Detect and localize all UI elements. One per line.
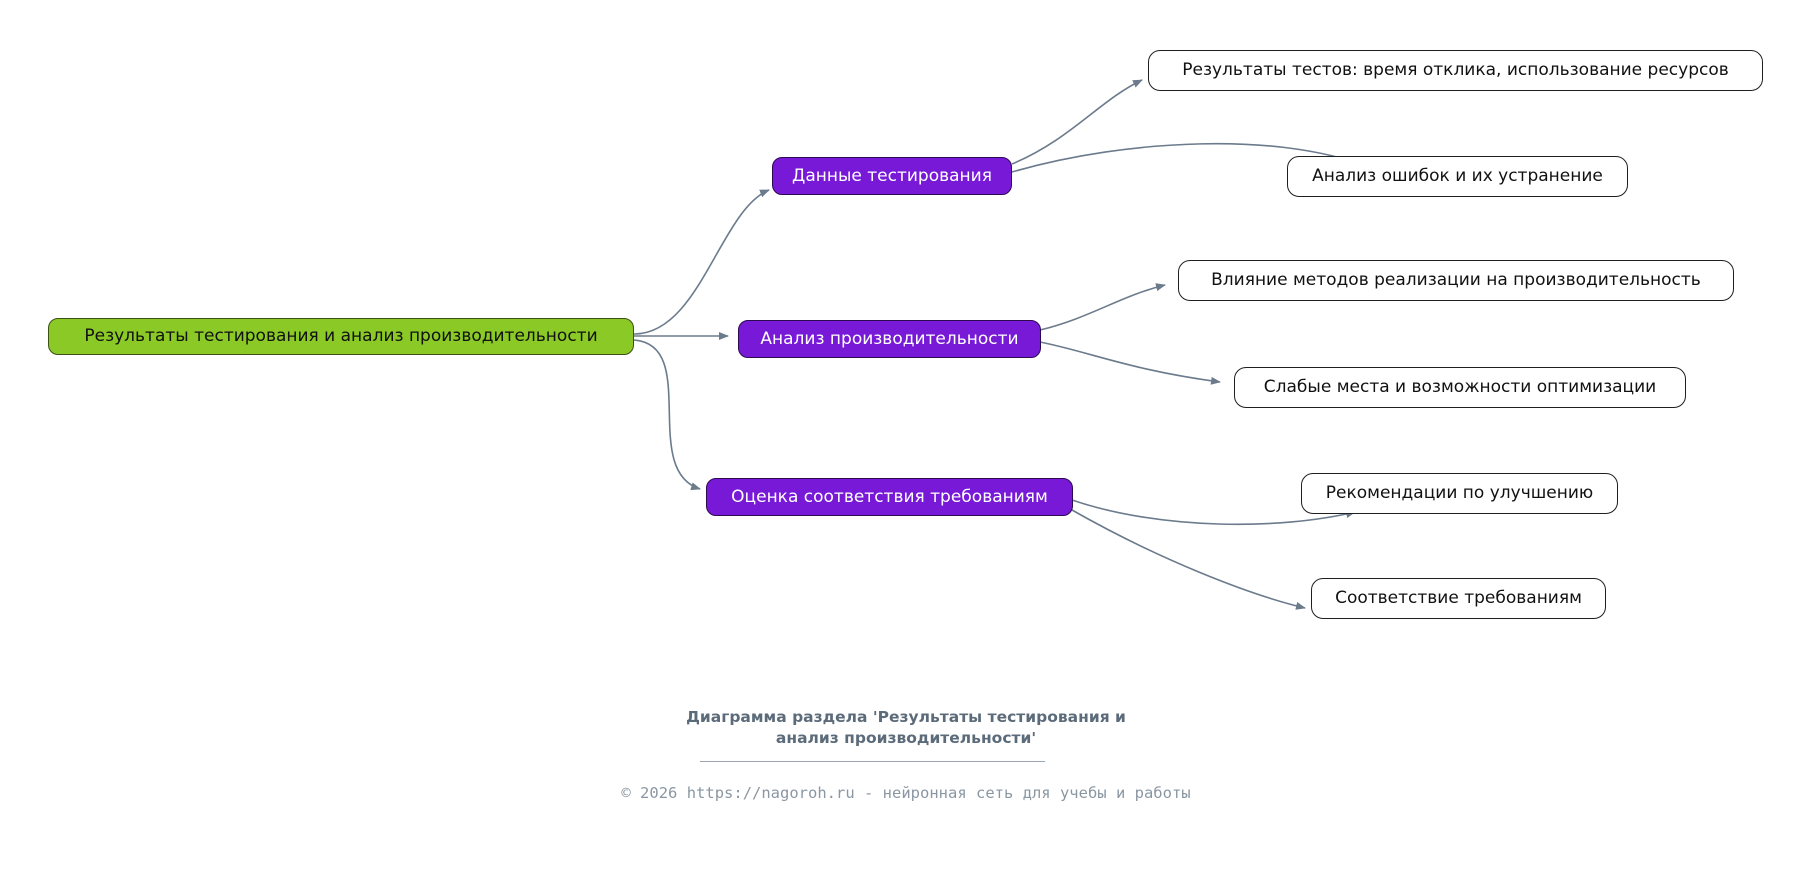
node-leaf-label: Рекомендации по улучшению [1325, 483, 1594, 504]
node-branch-dannye-testirovaniya[interactable] [772, 157, 1012, 195]
node-branch-label: Данные тестирования [792, 165, 992, 186]
caption-text-1: Диаграмма раздела 'Результаты тестирования и [686, 708, 1126, 726]
node-branch-label: Анализ производительности [760, 328, 1019, 349]
caption-divider [700, 761, 1045, 762]
node-root[interactable] [48, 318, 634, 355]
diagram-caption-line-2 [0, 728, 1812, 749]
footer-text: © 2026 https://nagoroh.ru - нейронная сеть для учебы и работы [621, 784, 1191, 802]
diagram-caption-line-1 [0, 707, 1812, 728]
edge-root-to-branch-1 [634, 190, 769, 334]
node-leaf-rekomendacii[interactable] [1301, 473, 1618, 514]
node-leaf-label: Результаты тестов: время отклика, использование ресурсов [1182, 60, 1729, 81]
caption-text-2: анализ производительности' [775, 729, 1037, 747]
edge-root-to-branch-3 [634, 340, 700, 489]
node-branch-label: Оценка соответствия требованиям [731, 486, 1048, 507]
node-branch-analiz-proizvoditelnosti[interactable] [738, 320, 1041, 358]
node-leaf-analiz-oshibok[interactable] [1287, 156, 1628, 197]
node-leaf-label: Соответствие требованиям [1335, 588, 1582, 609]
node-leaf-slabye-mesta[interactable] [1234, 367, 1686, 408]
edge-branch-1-to-leaf-1 [1012, 80, 1142, 164]
node-leaf-vliyanie-metodov[interactable] [1178, 260, 1734, 301]
node-leaf-sootvetstvie-trebovaniyam[interactable] [1311, 578, 1606, 619]
node-branch-ocenka-sootvetstviya[interactable] [706, 478, 1073, 516]
edge-branch-2-to-leaf-4 [1040, 342, 1220, 382]
footer-credit [0, 784, 1812, 802]
node-leaf-label: Анализ ошибок и их устранение [1312, 166, 1603, 187]
edge-branch-2-to-leaf-3 [1040, 285, 1165, 330]
node-leaf-label: Влияние методов реализации на производительность [1211, 270, 1701, 291]
node-leaf-label: Слабые места и возможности оптимизации [1263, 377, 1657, 398]
node-root-label: Результаты тестирования и анализ производительности [84, 326, 598, 347]
edge-branch-3-to-leaf-6 [1072, 510, 1305, 608]
node-leaf-rezultaty-testov[interactable] [1148, 50, 1763, 91]
